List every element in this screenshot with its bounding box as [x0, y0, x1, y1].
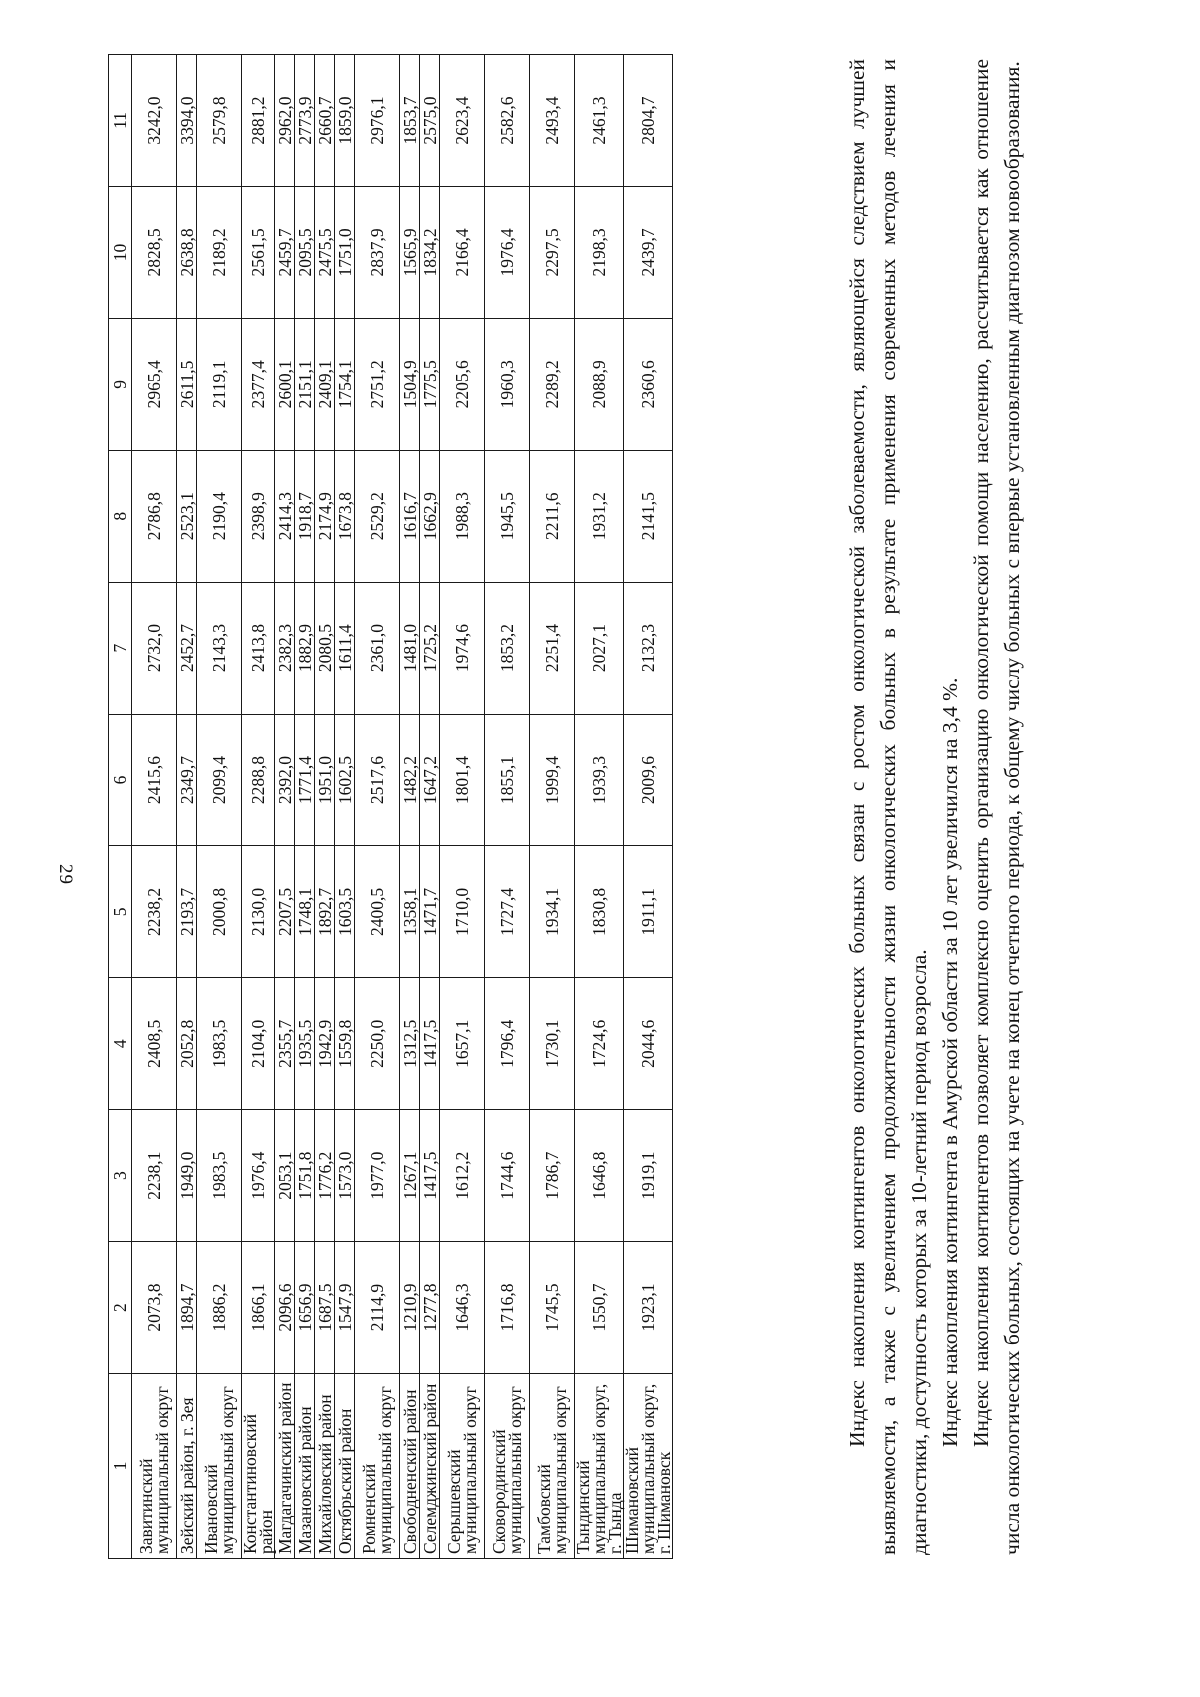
district-name-cell: Тындинский муниципальный округ, г. Тында: [575, 1374, 624, 1559]
value-cell: 1853,2: [485, 582, 530, 714]
page-number: 29: [55, 864, 76, 885]
value-cell: 2452,7: [177, 582, 197, 714]
value-cell: 1859,0: [335, 55, 355, 187]
value-cell: 1724,6: [575, 978, 624, 1110]
value-cell: 2251,4: [530, 582, 575, 714]
value-cell: 2096,6: [275, 1242, 295, 1374]
value-cell: 2211,6: [530, 450, 575, 582]
value-cell: 2361,0: [355, 582, 400, 714]
value-cell: 1949,0: [177, 1110, 197, 1242]
table-row: [242, 55, 275, 1559]
header-cell: 11: [109, 55, 132, 187]
value-cell: 1754,1: [335, 318, 355, 450]
value-cell: 2297,5: [530, 186, 575, 318]
value-cell: 2151,1: [295, 318, 315, 450]
value-cell: 1951,0: [315, 714, 335, 846]
value-cell: 1547,9: [335, 1242, 355, 1374]
value-cell: 2786,8: [132, 450, 177, 582]
value-cell: 2198,3: [575, 186, 624, 318]
value-cell: 2461,3: [575, 55, 624, 187]
value-cell: 2360,6: [624, 318, 673, 450]
table-header-row: [109, 55, 132, 1559]
value-cell: 1358,1: [400, 846, 420, 978]
table-row: [624, 55, 673, 1559]
header-cell: 5: [109, 846, 132, 978]
value-cell: 1776,2: [315, 1110, 335, 1242]
value-cell: 2053,1: [275, 1110, 295, 1242]
value-cell: 1656,9: [295, 1242, 315, 1374]
header-cell: 10: [109, 186, 132, 318]
value-cell: 1786,7: [530, 1110, 575, 1242]
value-cell: 2205,6: [440, 318, 485, 450]
header-cell: 7: [109, 582, 132, 714]
header-cell: 3: [109, 1110, 132, 1242]
value-cell: 1923,1: [624, 1242, 673, 1374]
value-cell: 1919,1: [624, 1110, 673, 1242]
value-cell: 1751,8: [295, 1110, 315, 1242]
district-name-cell: Константиновский район: [242, 1374, 275, 1559]
value-cell: 1657,1: [440, 978, 485, 1110]
district-name-cell: Завитинский муниципальный округ: [132, 1374, 177, 1559]
value-cell: 2119,1: [197, 318, 242, 450]
value-cell: 1960,3: [485, 318, 530, 450]
value-cell: 2523,1: [177, 450, 197, 582]
value-cell: 1687,5: [315, 1242, 335, 1374]
value-cell: 1983,5: [197, 1110, 242, 1242]
header-cell: 4: [109, 978, 132, 1110]
table-row: [575, 55, 624, 1559]
value-cell: 2130,0: [242, 846, 275, 978]
value-cell: 1988,3: [440, 450, 485, 582]
value-cell: 2132,3: [624, 582, 673, 714]
value-cell: 2238,1: [132, 1110, 177, 1242]
value-cell: 2099,4: [197, 714, 242, 846]
district-name-cell: Селемджинский район: [420, 1374, 440, 1559]
value-cell: 2600,1: [275, 318, 295, 450]
value-cell: 1673,8: [335, 450, 355, 582]
value-cell: 2611,5: [177, 318, 197, 450]
value-cell: 1999,4: [530, 714, 575, 846]
district-name-cell: Магдагачинский район: [275, 1374, 295, 1559]
value-cell: 1853,7: [400, 55, 420, 187]
value-cell: 2141,5: [624, 450, 673, 582]
table-row: [400, 55, 420, 1559]
value-cell: 2207,5: [275, 846, 295, 978]
value-cell: 2459,7: [275, 186, 295, 318]
value-cell: 1602,5: [335, 714, 355, 846]
value-cell: 2623,4: [440, 55, 485, 187]
value-cell: 1977,0: [355, 1110, 400, 1242]
value-cell: 2732,0: [132, 582, 177, 714]
value-cell: 1892,7: [315, 846, 335, 978]
value-cell: 1611,4: [335, 582, 355, 714]
value-cell: 1710,0: [440, 846, 485, 978]
table-row: [440, 55, 485, 1559]
value-cell: 2027,1: [575, 582, 624, 714]
value-cell: 2189,2: [197, 186, 242, 318]
value-cell: 1662,9: [420, 450, 440, 582]
value-cell: 2837,9: [355, 186, 400, 318]
value-cell: 2414,3: [275, 450, 295, 582]
value-cell: 2439,7: [624, 186, 673, 318]
value-cell: 2288,8: [242, 714, 275, 846]
paragraph-3: Индекс накопления контингентов позволяет комплексно оценить организацию онкологической помощи населению, рассчитывается как отношение числа онкологических больных, состоящих на учете на конец отчетного периода, к общему числу больных с впервые установленным диагнозом новообразования.: [969, 59, 1024, 1555]
value-cell: 2088,9: [575, 318, 624, 450]
value-cell: 1745,5: [530, 1242, 575, 1374]
header-cell: 2: [109, 1242, 132, 1374]
accumulation-index-table: [108, 54, 673, 1559]
district-name-cell: Шимановский муниципальный округ, г. Шимановск: [624, 1374, 673, 1559]
value-cell: 1886,2: [197, 1242, 242, 1374]
value-cell: 2044,6: [624, 978, 673, 1110]
district-name-cell: Серышевский муниципальный округ: [440, 1374, 485, 1559]
value-cell: 2976,1: [355, 55, 400, 187]
value-cell: 1725,2: [420, 582, 440, 714]
paragraph-2: Индекс накопления контингента в Амурской области за 10 лет увеличился на 3,4 %.: [938, 677, 962, 1447]
header-cell: 8: [109, 450, 132, 582]
value-cell: 2413,8: [242, 582, 275, 714]
header-cell: 6: [109, 714, 132, 846]
value-cell: 2009,6: [624, 714, 673, 846]
value-cell: 1983,5: [197, 978, 242, 1110]
value-cell: 2143,3: [197, 582, 242, 714]
value-cell: 2582,6: [485, 55, 530, 187]
value-cell: 2250,0: [355, 978, 400, 1110]
value-cell: 1481,0: [400, 582, 420, 714]
value-cell: 1550,7: [575, 1242, 624, 1374]
value-cell: 1894,7: [177, 1242, 197, 1374]
value-cell: 2408,5: [132, 978, 177, 1110]
value-cell: 1603,5: [335, 846, 355, 978]
value-cell: 2804,7: [624, 55, 673, 187]
body-text: [842, 59, 1028, 1555]
value-cell: 2398,9: [242, 450, 275, 582]
paragraph-1: Индекс накопления контингентов онкологических больных связан с ростом онкологической заболеваемости, являющейся следствием лучшей выявляемости, а также с увеличением продолжительности жизни онкологических больных в результате применения современных методов лечения и диагностики, доступность которых за 10-летний период возросла.: [845, 59, 931, 1555]
header-cell: 9: [109, 318, 132, 450]
value-cell: 1646,3: [440, 1242, 485, 1374]
value-cell: 1277,8: [420, 1242, 440, 1374]
district-name-cell: Мазановский район: [295, 1374, 315, 1559]
district-name-cell: Сковородинский муниципальный округ: [485, 1374, 530, 1559]
value-cell: 1312,5: [400, 978, 420, 1110]
value-cell: 2751,2: [355, 318, 400, 450]
value-cell: 2409,1: [315, 318, 335, 450]
district-name-cell: Михайловский район: [315, 1374, 335, 1559]
value-cell: 1775,5: [420, 318, 440, 450]
value-cell: 1976,4: [485, 186, 530, 318]
value-cell: 1834,2: [420, 186, 440, 318]
value-cell: 1727,4: [485, 846, 530, 978]
value-cell: 1565,9: [400, 186, 420, 318]
value-cell: 1918,7: [295, 450, 315, 582]
value-cell: 1471,7: [420, 846, 440, 978]
value-cell: 2475,5: [315, 186, 335, 318]
value-cell: 1646,8: [575, 1110, 624, 1242]
value-cell: 1612,2: [440, 1110, 485, 1242]
table-row: [132, 55, 177, 1559]
value-cell: 2392,0: [275, 714, 295, 846]
value-cell: 2174,9: [315, 450, 335, 582]
value-cell: 1616,7: [400, 450, 420, 582]
value-cell: 1931,2: [575, 450, 624, 582]
value-cell: 2415,6: [132, 714, 177, 846]
table-row: [177, 55, 197, 1559]
table-row: [275, 55, 295, 1559]
table-body: [109, 55, 673, 1559]
district-name-cell: Октябрьский район: [335, 1374, 355, 1559]
value-cell: 1882,9: [295, 582, 315, 714]
value-cell: 2289,2: [530, 318, 575, 450]
value-cell: 2579,8: [197, 55, 242, 187]
value-cell: 2052,8: [177, 978, 197, 1110]
value-cell: 2193,7: [177, 846, 197, 978]
value-cell: 2382,3: [275, 582, 295, 714]
value-cell: 1935,5: [295, 978, 315, 1110]
value-cell: 2400,5: [355, 846, 400, 978]
value-cell: 1748,1: [295, 846, 315, 978]
value-cell: 1939,3: [575, 714, 624, 846]
value-cell: 2190,4: [197, 450, 242, 582]
value-cell: 1716,8: [485, 1242, 530, 1374]
value-cell: 2493,4: [530, 55, 575, 187]
value-cell: 2000,8: [197, 846, 242, 978]
value-cell: 2881,2: [242, 55, 275, 187]
value-cell: 2377,4: [242, 318, 275, 450]
table-row: [335, 55, 355, 1559]
value-cell: 1417,5: [420, 978, 440, 1110]
value-cell: 1934,1: [530, 846, 575, 978]
table-row: [315, 55, 335, 1559]
value-cell: 1976,4: [242, 1110, 275, 1242]
district-name-cell: Тамбовский муниципальный округ: [530, 1374, 575, 1559]
value-cell: 1796,4: [485, 978, 530, 1110]
value-cell: 2529,2: [355, 450, 400, 582]
value-cell: 1911,1: [624, 846, 673, 978]
value-cell: 2166,4: [440, 186, 485, 318]
value-cell: 1945,5: [485, 450, 530, 582]
value-cell: 1482,2: [400, 714, 420, 846]
value-cell: 1866,1: [242, 1242, 275, 1374]
table-row: [295, 55, 315, 1559]
value-cell: 1417,5: [420, 1110, 440, 1242]
district-name-cell: Ивановский муниципальный округ: [197, 1374, 242, 1559]
header-cell: 1: [109, 1374, 132, 1559]
value-cell: 2773,9: [295, 55, 315, 187]
value-cell: 1801,4: [440, 714, 485, 846]
district-name-cell: Ромненский муниципальный округ: [355, 1374, 400, 1559]
value-cell: 2355,7: [275, 978, 295, 1110]
value-cell: 2349,7: [177, 714, 197, 846]
value-cell: 2575,0: [420, 55, 440, 187]
value-cell: 1751,0: [335, 186, 355, 318]
value-cell: 1942,9: [315, 978, 335, 1110]
value-cell: 1573,0: [335, 1110, 355, 1242]
value-cell: 1504,9: [400, 318, 420, 450]
district-name-cell: Свободненский район: [400, 1374, 420, 1559]
value-cell: 2104,0: [242, 978, 275, 1110]
table-row: [197, 55, 242, 1559]
table-row: [485, 55, 530, 1559]
table-row: [530, 55, 575, 1559]
value-cell: 2073,8: [132, 1242, 177, 1374]
value-cell: 2095,5: [295, 186, 315, 318]
table-row: [420, 55, 440, 1559]
value-cell: 1974,6: [440, 582, 485, 714]
value-cell: 2965,4: [132, 318, 177, 450]
value-cell: 1267,1: [400, 1110, 420, 1242]
value-cell: 2080,5: [315, 582, 335, 714]
table-row: [355, 55, 400, 1559]
value-cell: 1744,6: [485, 1110, 530, 1242]
value-cell: 1855,1: [485, 714, 530, 846]
value-cell: 2561,5: [242, 186, 275, 318]
value-cell: 1830,8: [575, 846, 624, 978]
value-cell: 2238,2: [132, 846, 177, 978]
value-cell: 1559,8: [335, 978, 355, 1110]
value-cell: 2638,8: [177, 186, 197, 318]
value-cell: 1730,1: [530, 978, 575, 1110]
value-cell: 2828,5: [132, 186, 177, 318]
value-cell: 2660,7: [315, 55, 335, 187]
district-name-cell: Зейский район, г. Зея: [177, 1374, 197, 1559]
value-cell: 2962,0: [275, 55, 295, 187]
value-cell: 2114,9: [355, 1242, 400, 1374]
value-cell: 3242,0: [132, 55, 177, 187]
value-cell: 3394,0: [177, 55, 197, 187]
value-cell: 1647,2: [420, 714, 440, 846]
value-cell: 1771,4: [295, 714, 315, 846]
value-cell: 1210,9: [400, 1242, 420, 1374]
value-cell: 2517,6: [355, 714, 400, 846]
